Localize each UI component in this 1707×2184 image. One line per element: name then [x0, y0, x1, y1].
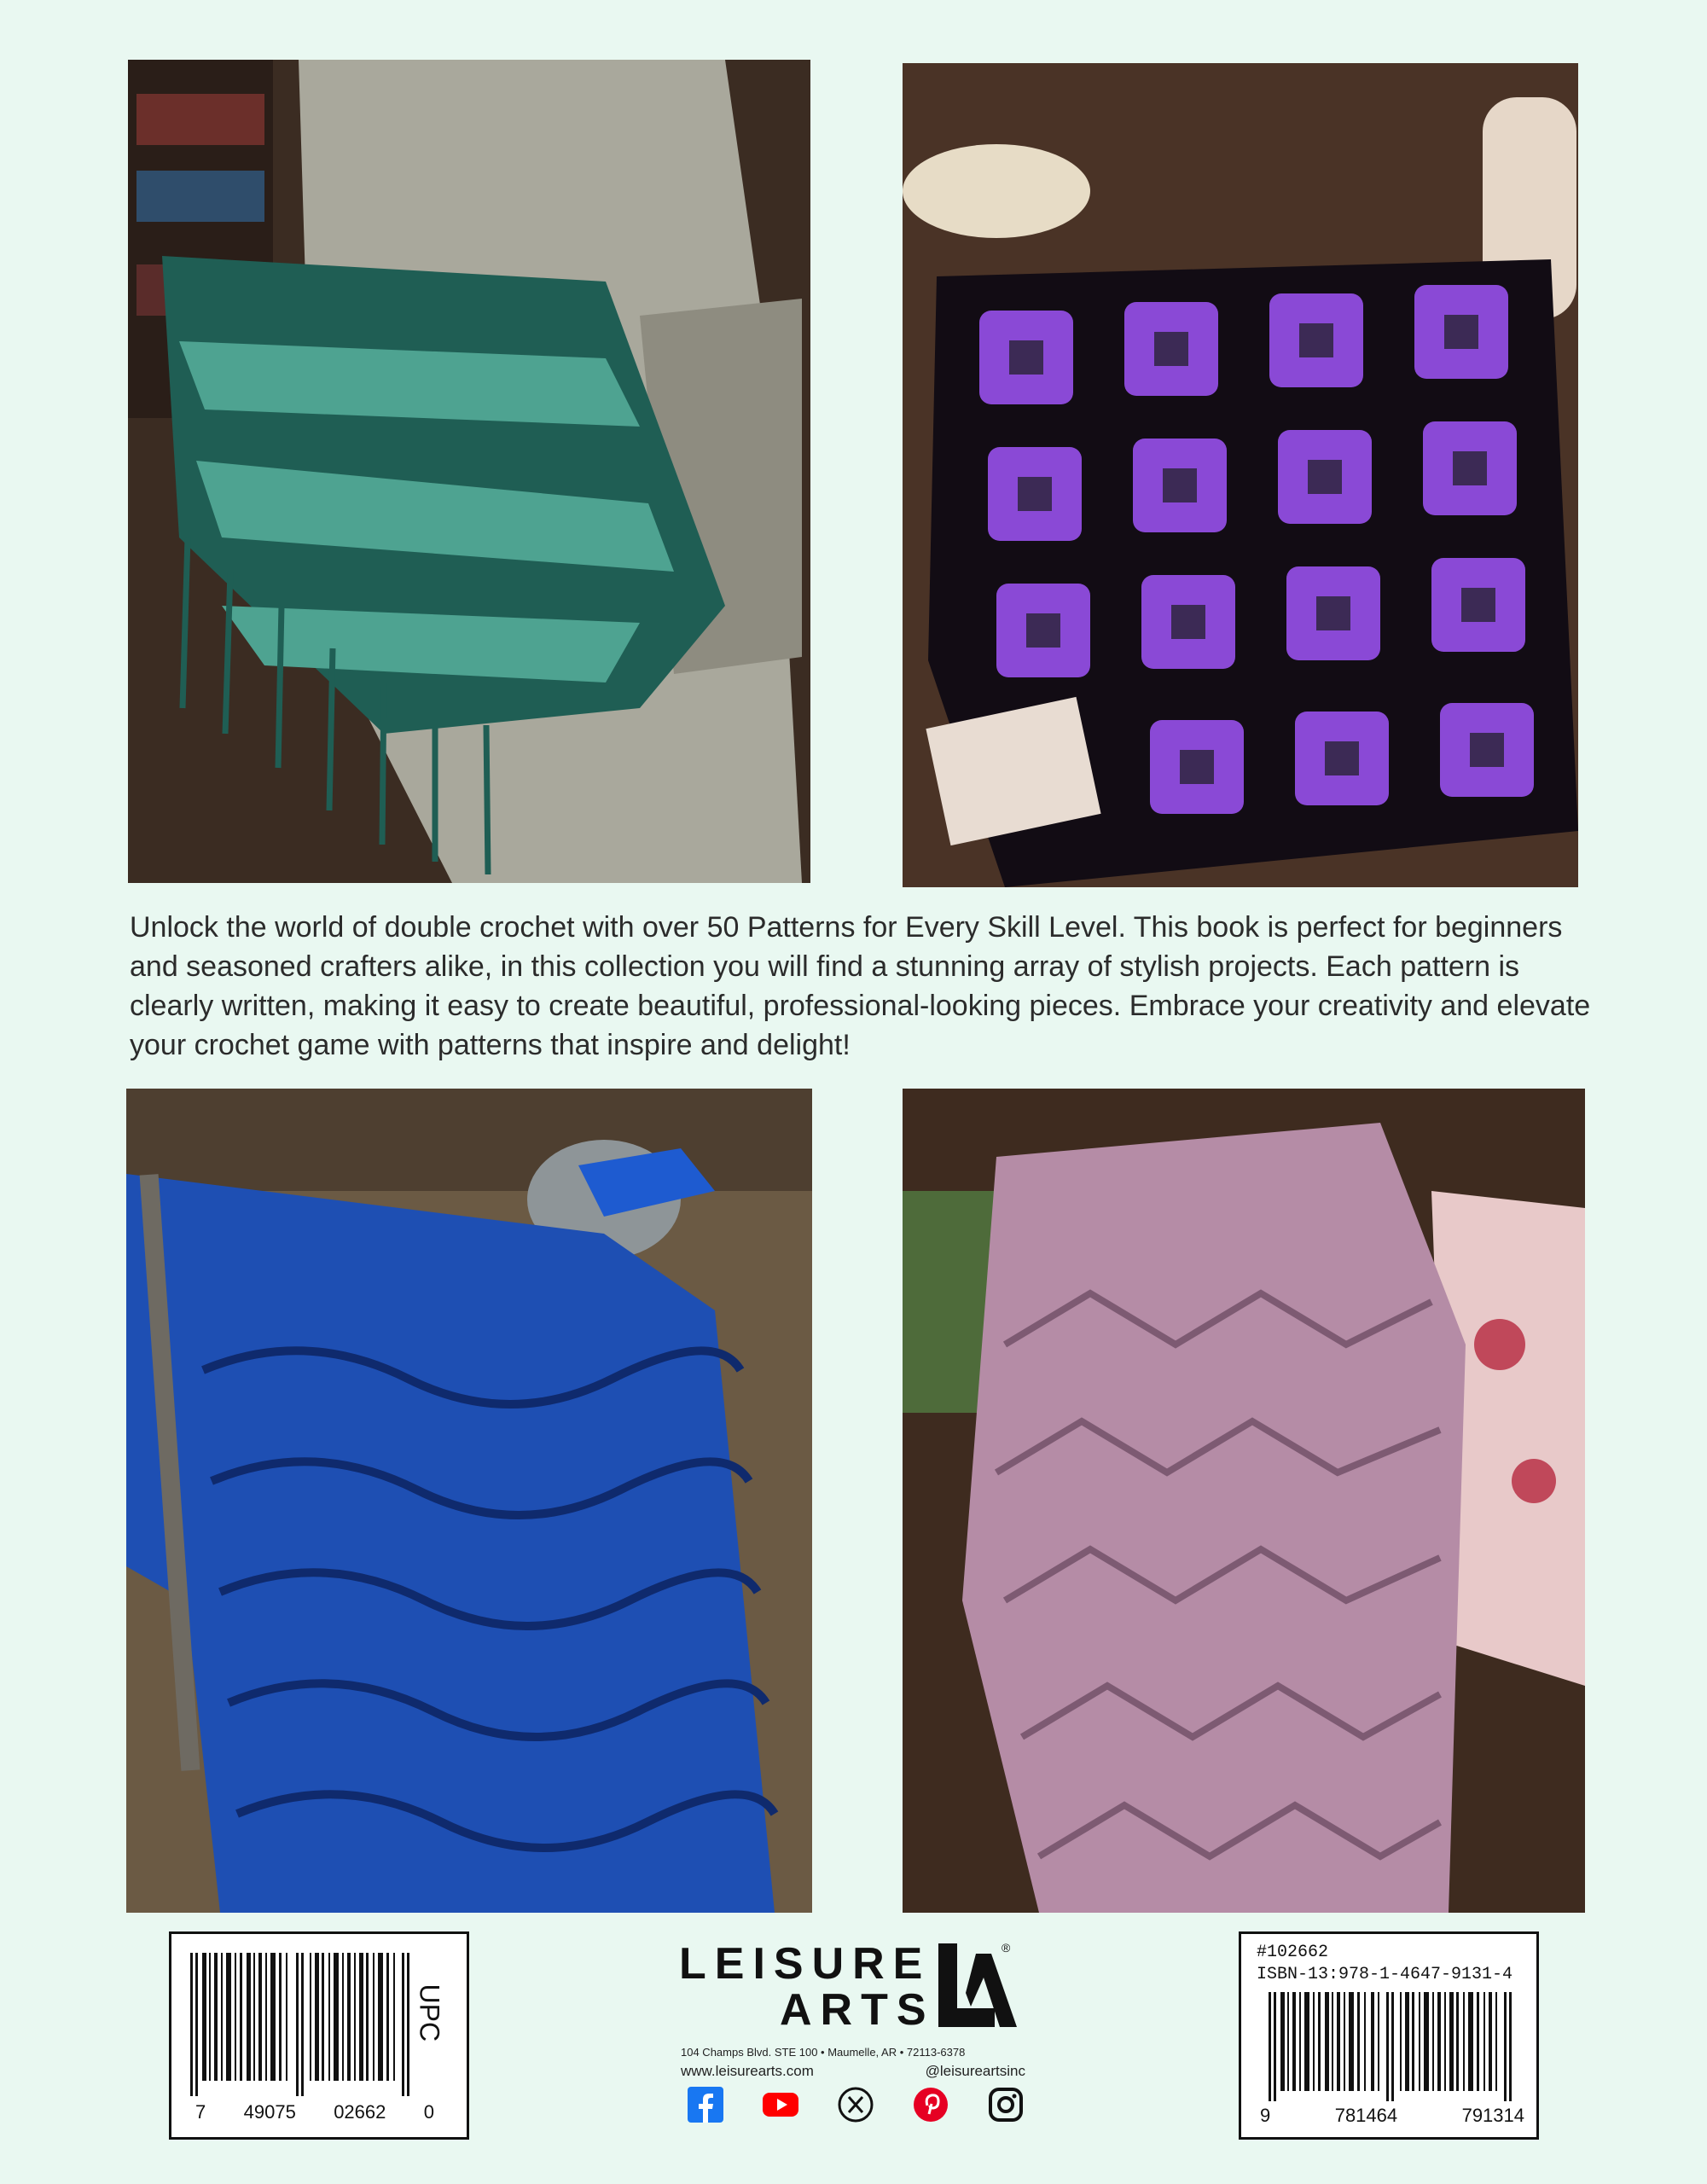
product-code: #102662: [1257, 1943, 1329, 1962]
isbn-barcode: [1257, 1992, 1524, 2101]
publisher-address: 104 Champs Blvd. STE 100 • Maumelle, AR • 72113-6378: [681, 2046, 966, 2059]
isbn-digits: [1260, 2105, 1524, 2127]
social-icons: [688, 2087, 1024, 2123]
purple-granny-square-afghan-photo: [903, 63, 1578, 887]
book-description: Unlock the world of double crochet with over 50 Patterns for Every Skill Level. This book is perfect for beginners and seasoned crafters alike, in this collection you will find a stunning array of stylish projects. Each pattern is clearly written, making it easy to create beautiful, professional-looking pieces. Embrace your creativity and elevate your crochet game with patterns that inspire and delight!: [130, 911, 1591, 1061]
x-icon[interactable]: [838, 2087, 874, 2123]
upc-digit-group: 0: [423, 2101, 434, 2123]
upc-label: UPC: [414, 1984, 445, 2042]
upc-digit-group: 49075: [243, 2101, 296, 2123]
publisher-web-row: [681, 2063, 1025, 2080]
pinterest-icon[interactable]: [913, 2087, 949, 2123]
instagram-icon[interactable]: [988, 2087, 1024, 2123]
leisure-arts-logo: [676, 1935, 1034, 2037]
logo-word-arts: ARTS: [780, 1985, 935, 2035]
facebook-icon[interactable]: [688, 2087, 723, 2123]
isbn-barcode-box: [1239, 1931, 1539, 2140]
isbn-digit-group: 791314: [1461, 2105, 1524, 2126]
publisher-social-handle[interactable]: @leisureartsinc: [925, 2063, 1025, 2079]
pink-textured-afghan-photo: [903, 1089, 1585, 1913]
isbn-digit-group: 781464: [1334, 2105, 1398, 2126]
blue-ripple-afghan-photo: [126, 1089, 812, 1913]
svg-text:®: ®: [1002, 1941, 1011, 1955]
upc-digits: [195, 2101, 434, 2123]
youtube-icon[interactable]: [763, 2087, 798, 2123]
isbn-number: ISBN-13:978-1-4647-9131-4: [1257, 1965, 1513, 1984]
upc-digit-group: 02662: [334, 2101, 386, 2123]
teal-chevron-afghan-photo: [128, 60, 810, 883]
upc-digit-group: 7: [195, 2101, 206, 2123]
upc-barcode-box: [169, 1931, 469, 2140]
la-monogram-icon: [932, 1938, 1020, 2032]
logo-word-leisure: LEISURE: [679, 1939, 932, 1989]
isbn-digit-group: 9: [1260, 2105, 1271, 2126]
publisher-website-link[interactable]: www.leisurearts.com: [681, 2063, 814, 2079]
upc-barcode: [190, 1953, 412, 2096]
